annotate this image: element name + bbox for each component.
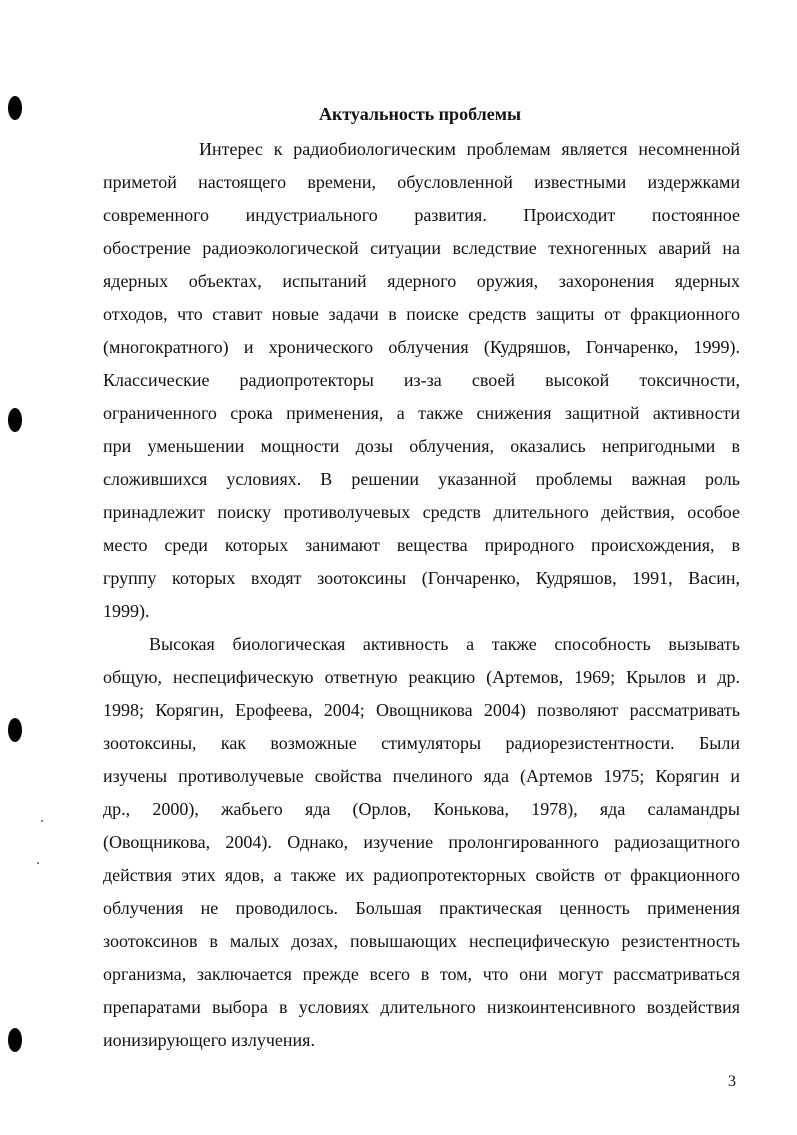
text-line: организма, заключается прежде всего в том, что они могут рассматриваться xyxy=(103,964,740,984)
text-line: действия этих ядов, а также их радиопротекторных свойств от фракционного xyxy=(103,865,740,885)
text-line: принадлежит поиску противолучевых средств длительного действия, особое xyxy=(103,502,740,522)
text-line: ограниченного срока применения, а также снижения защитной активности xyxy=(103,403,740,423)
text-line: Интерес к радиобиологическим проблемам является несомненной xyxy=(199,139,740,159)
text-line: облучения не проводилось. Большая практическая ценность применения xyxy=(103,898,740,918)
text-line: ионизирующего излучения. xyxy=(103,1030,315,1050)
text-line: общую, неспецифическую ответную реакцию (Артемов, 1969; Крылов и др. xyxy=(103,667,740,687)
text-line: приметой настоящего времени, обусловленной известными издержками xyxy=(103,172,740,192)
text-line: при уменьшении мощности дозы облучения, оказались непригодными в xyxy=(103,436,740,456)
text-line: место среди которых занимают вещества природного происхождения, в xyxy=(103,535,740,555)
text-line: группу которых входят зоотоксины (Гончаренко, Кудряшов, 1991, Васин, xyxy=(103,568,740,588)
scan-speck xyxy=(41,820,43,822)
binder-hole xyxy=(8,408,22,432)
section-title: Актуальность проблемы xyxy=(318,104,522,124)
text-line: 1999). xyxy=(103,601,150,621)
text-line: сложившихся условиях. В решении указанной проблемы важная роль xyxy=(103,469,740,489)
text-line: (многократного) и хронического облучения (Кудряшов, Гончаренко, 1999). xyxy=(103,337,740,357)
page-number: 3 xyxy=(728,1073,736,1090)
text-line: изучены противолучевые свойства пчелиного яда (Артемов 1975; Корягин и xyxy=(103,766,740,786)
binder-hole xyxy=(8,718,22,742)
binder-hole xyxy=(8,1028,22,1052)
text-line: современного индустриального развития. Происходит постоянное xyxy=(103,205,740,225)
scan-speck xyxy=(37,862,39,864)
text-line: др., 2000), жабьего яда (Орлов, Конькова, 1978), яда саламандры xyxy=(103,799,740,819)
text-line: отходов, что ставит новые задачи в поиске средств защиты от фракционного xyxy=(103,304,740,324)
text-line: ядерных объектах, испытаний ядерного оружия, захоронения ядерных xyxy=(103,271,740,291)
text-line: 1998; Корягин, Ерофеева, 2004; Овощникова 2004) позволяют рассматривать xyxy=(103,700,740,720)
text-line: Классические радиопротекторы из-за своей высокой токсичности, xyxy=(103,370,740,390)
text-line: зоотоксинов в малых дозах, повышающих неспецифическую резистентность xyxy=(103,931,740,951)
text-line: Высокая биологическая активность а также способность вызывать xyxy=(149,634,740,654)
body-text xyxy=(103,136,740,1060)
text-line: (Овощникова, 2004). Однако, изучение пролонгированного радиозащитного xyxy=(103,832,740,852)
text-line: зоотоксины, как возможные стимуляторы радиорезистентности. Были xyxy=(103,733,740,753)
text-line: обострение радиоэкологической ситуации вследствие техногенных аварий на xyxy=(103,238,740,258)
text-line: препаратами выбора в условиях длительного низкоинтенсивного воздействия xyxy=(103,997,740,1017)
